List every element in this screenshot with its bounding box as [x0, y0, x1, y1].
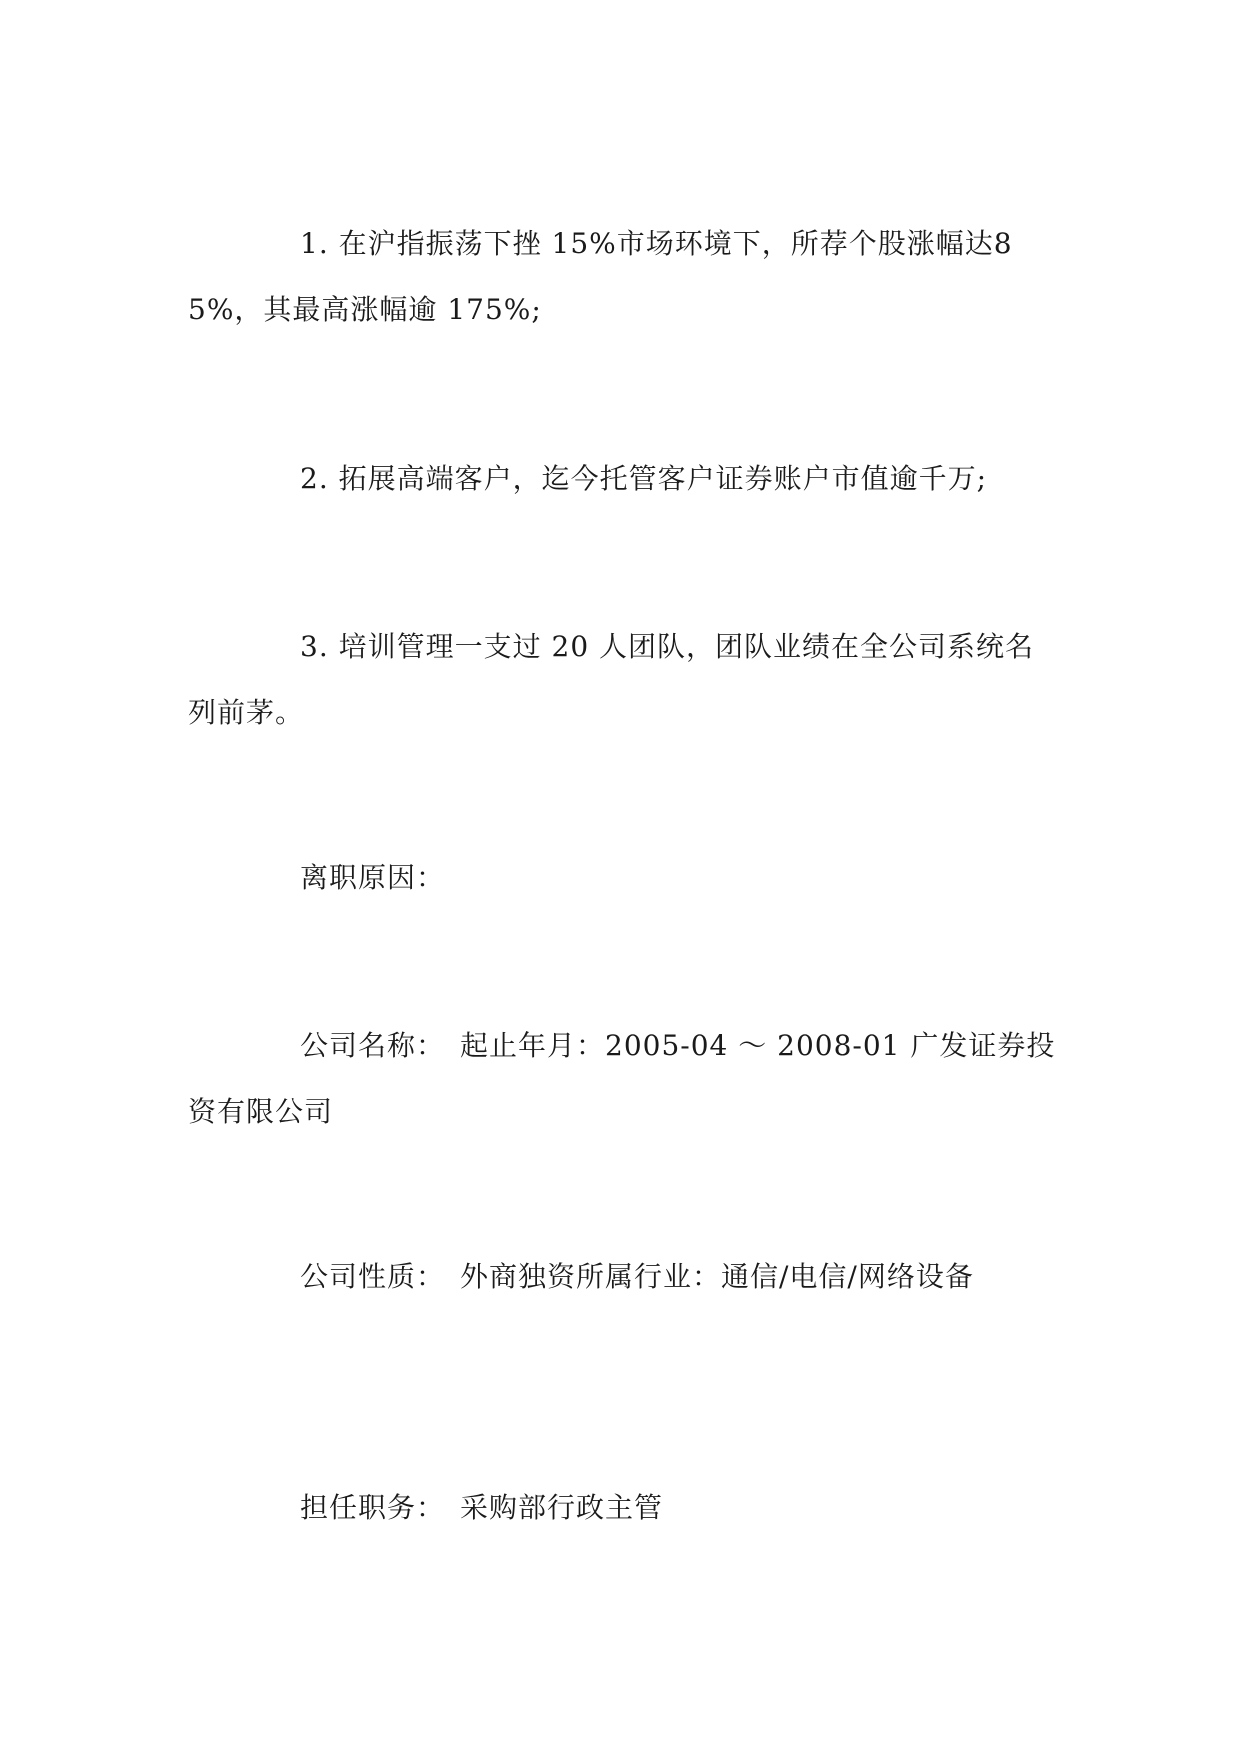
achievement-2: 2. 拓展高端客户，迄今托管客户证券账户市值逾千万; [300, 462, 988, 495]
achievement-3: 3. 培训管理一支过 20 人团队，团队业绩在全公司系统名列前茅。 [188, 630, 1035, 729]
leave-reason: 离职原因： [300, 861, 446, 894]
achievement-1: 1. 在沪指振荡下挫 15%市场环境下，所荐个股涨幅达85%，其最高涨幅逾 175%; [188, 227, 1013, 326]
job-title: 担任职务： 采购部行政主管 [300, 1491, 664, 1524]
company-name: 公司名称： 起止年月：2005-04 ～ 2008-01 广发证券投资有限公司 [188, 1029, 1056, 1128]
company-nature: 公司性质： 外商独资所属行业：通信/电信/网络设备 [300, 1260, 974, 1293]
